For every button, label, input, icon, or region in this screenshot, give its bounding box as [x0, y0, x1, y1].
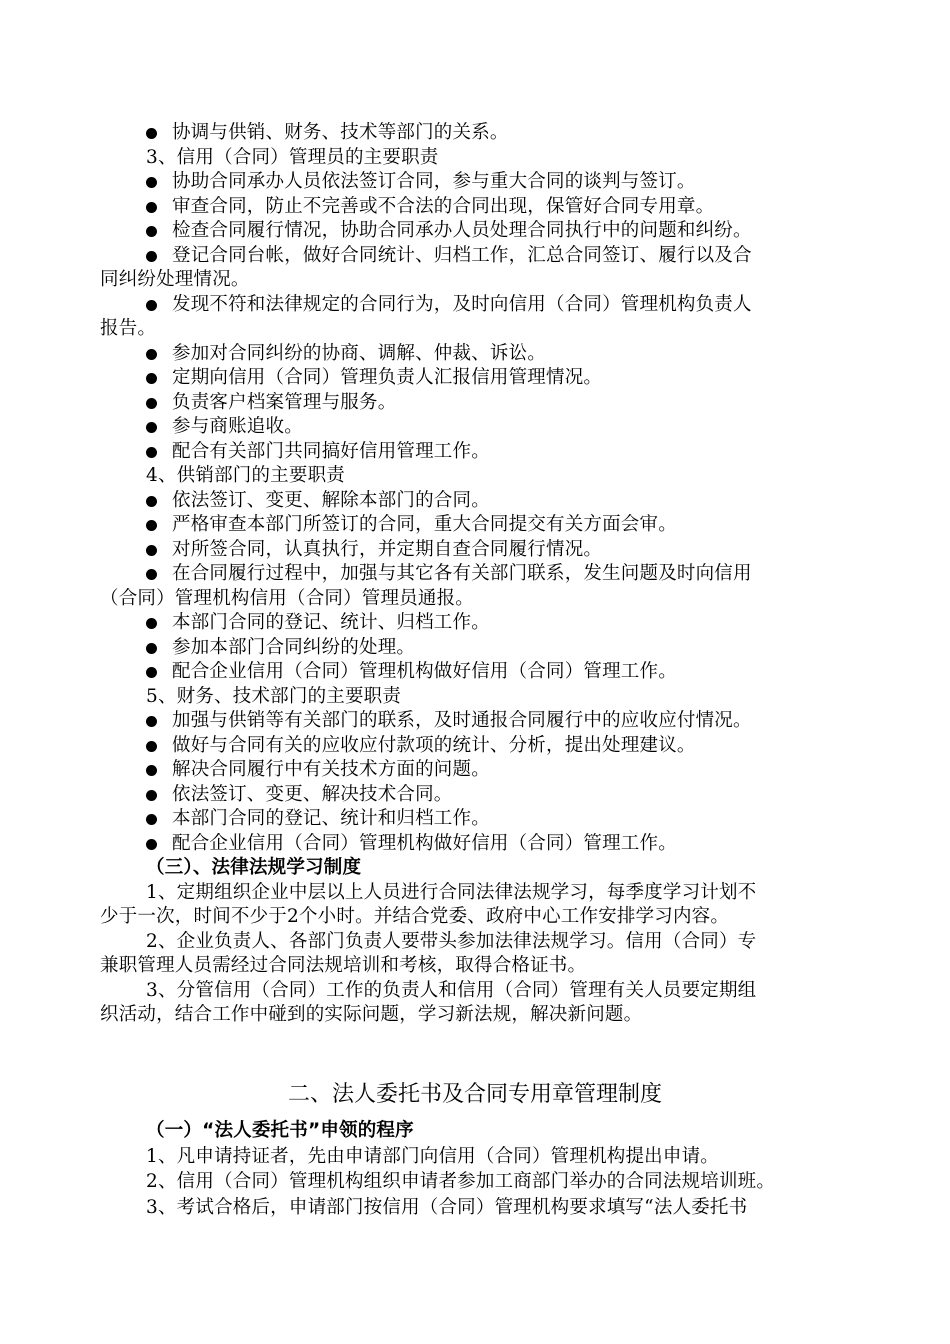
- bullet-icon: [146, 569, 157, 580]
- line-text: 依法签订、变更、解除本部门的合同。: [172, 489, 490, 511]
- line-text: 3、信用（合同）管理员的主要职责: [146, 146, 439, 168]
- bullet-item: [0, 292, 950, 318]
- text-line: [0, 929, 950, 955]
- line-text: 少于一次，时间不少于2个小时。并结合党委、政府中心工作安排学习内容。: [100, 906, 730, 927]
- bullet-icon: [146, 251, 157, 262]
- line-text: 发现不符和法律规定的合同行为，及时向信用（合同）管理机构负责人: [172, 293, 752, 315]
- line-text: 报告。: [100, 318, 157, 339]
- bullet-item: [0, 365, 950, 391]
- bullet-item: [0, 512, 950, 538]
- bullet-item: [0, 218, 950, 244]
- bullet-icon: [146, 128, 157, 139]
- line-text: 检查合同履行情况，协助合同承办人员处理合同执行中的问题和纠纷。: [172, 220, 752, 241]
- bullet-item: [0, 488, 950, 514]
- line-text: 同纠纷处理情况。: [100, 269, 250, 290]
- bullet-item: [0, 635, 950, 661]
- bullet-icon: [146, 765, 157, 776]
- bullet-icon: [146, 226, 157, 237]
- line-text: 4、供销部门的主要职责: [146, 465, 345, 486]
- bullet-item: [0, 806, 950, 832]
- line-text: 严格审查本部门所签订的合同，重大合同提交有关方面会审。: [172, 514, 677, 535]
- line-text: 配合企业信用（合同）管理机构做好信用（合同）管理工作。: [172, 832, 677, 854]
- bullet-icon: [146, 839, 157, 850]
- line-text: 2、信用（合同）管理机构组织申请者参加工商部门举办的合同法规培训班。: [146, 1171, 776, 1192]
- line-text: 本部门合同的登记、统计和归档工作。: [172, 808, 490, 829]
- bullet-item: [0, 610, 950, 636]
- text-line: [0, 978, 950, 1004]
- bullet-item: [0, 733, 950, 759]
- bullet-icon: [146, 814, 157, 825]
- bullet-item: [0, 782, 950, 808]
- line-text: 协助合同承办人员依法签订合同，参与重大合同的谈判与签订。: [172, 171, 696, 192]
- text-line: [0, 1144, 950, 1170]
- bullet-icon: [146, 373, 157, 384]
- text-line: [0, 880, 950, 906]
- bullet-item: [0, 831, 950, 857]
- bullet-icon: [146, 202, 157, 213]
- text-line: [0, 1195, 950, 1221]
- bullet-item: [0, 194, 950, 220]
- bullet-icon: [146, 667, 157, 678]
- line-text: 做好与合同有关的应收应付款项的统计、分析，提出处理建议。: [172, 734, 696, 756]
- line-text: 参与商账追收。: [172, 416, 303, 437]
- line-text: 协调与供销、财务、技术等部门的关系。: [172, 122, 509, 143]
- line-text: 对所签合同，认真执行，并定期自查合同履行情况。: [172, 538, 603, 560]
- text-line: [0, 316, 950, 342]
- line-text: 1、凡申请持证者，先由申请部门向信用（合同）管理机构提出申请。: [146, 1145, 719, 1167]
- text-line: [0, 1169, 950, 1195]
- line-text: 织活动，结合工作中碰到的实际问题，学习新法规，解决新问题。: [100, 1004, 643, 1025]
- bullet-icon: [146, 643, 157, 654]
- bullet-item: [0, 120, 950, 146]
- line-text: 1、定期组织企业中层以上人员进行合同法律法规学习，每季度学习计划不: [146, 881, 757, 903]
- bullet-icon: [146, 618, 157, 629]
- line-text: （三）、法律法规学习制度: [146, 857, 362, 878]
- text-line: [0, 586, 950, 612]
- line-text: 审查合同，防止不完善或不合法的合同出现，保管好合同专用章。: [172, 195, 715, 217]
- line-text: 3、考试合格后，申请部门按信用（合同）管理机构要求填写“法人委托书: [146, 1196, 748, 1218]
- line-text: 定期向信用（合同）管理负责人汇报信用管理情况。: [172, 367, 603, 388]
- text-line: [0, 145, 950, 171]
- line-text: 解决合同履行中有关技术方面的问题。: [172, 759, 490, 780]
- bullet-item: [0, 243, 950, 269]
- text-line: [0, 855, 950, 881]
- bullet-icon: [146, 422, 157, 433]
- bullet-item: [0, 561, 950, 587]
- line-text: 加强与供销等有关部门的联系，及时通报合同履行中的应收应付情况。: [172, 710, 752, 731]
- text-line: [0, 463, 950, 489]
- bullet-item: [0, 537, 950, 563]
- bullet-icon: [146, 716, 157, 727]
- line-text: 登记合同台帐，做好合同统计、归档工作，汇总合同签订、履行以及合: [172, 244, 752, 266]
- line-text: 参加本部门合同纠纷的处理。: [172, 636, 416, 658]
- line-text: 配合企业信用（合同）管理机构做好信用（合同）管理工作。: [172, 661, 677, 682]
- bullet-icon: [146, 545, 157, 556]
- bullet-item: [0, 659, 950, 685]
- bullet-icon: [146, 520, 157, 531]
- text-line: [0, 1002, 950, 1028]
- text-line: [0, 1118, 950, 1144]
- line-text: 配合有关部门共同搞好信用管理工作。: [172, 440, 490, 462]
- text-line: [0, 904, 950, 930]
- bullet-item: [0, 169, 950, 195]
- bullet-icon: [146, 398, 157, 409]
- bullet-item: [0, 439, 950, 465]
- bullet-icon: [146, 741, 157, 752]
- bullet-icon: [146, 177, 157, 188]
- text-line: [0, 953, 950, 979]
- line-text: 兼职管理人员需经过合同法规培训和考核，取得合格证书。: [100, 955, 587, 976]
- bullet-icon: [146, 496, 157, 507]
- text-line: [0, 267, 950, 293]
- bullet-item: [0, 341, 950, 367]
- line-text: （合同）管理机构信用（合同）管理员通报。: [100, 587, 475, 609]
- line-text: 本部门合同的登记、统计、归档工作。: [172, 612, 490, 633]
- line-text: 负责客户档案管理与服务。: [172, 391, 397, 413]
- line-text: 参加对合同纠纷的协商、调解、仲裁、诉讼。: [172, 342, 547, 364]
- bullet-icon: [146, 349, 157, 360]
- text-line: [0, 684, 950, 710]
- bullet-item: [0, 390, 950, 416]
- bullet-icon: [146, 300, 157, 311]
- line-text: 依法签订、变更、解决技术合同。: [172, 783, 453, 805]
- line-text: 5、财务、技术部门的主要职责: [146, 685, 402, 707]
- line-text: 在合同履行过程中，加强与其它各有关部门联系，发生问题及时向信用: [172, 563, 752, 584]
- bullet-icon: [146, 447, 157, 458]
- line-text: 3、分管信用（合同）工作的负责人和信用（合同）管理有关人员要定期组: [146, 979, 757, 1001]
- bullet-item: [0, 708, 950, 734]
- bullet-item: [0, 757, 950, 783]
- section-title: 二、法人委托书及合同专用章管理制度: [287, 1082, 662, 1107]
- bullet-item: [0, 414, 950, 440]
- bullet-icon: [146, 790, 157, 801]
- line-text: （一）“法人委托书”申领的程序: [146, 1120, 414, 1141]
- line-text: 2、企业负责人、各部门负责人要带头参加法律法规学习。信用（合同）专: [146, 930, 757, 952]
